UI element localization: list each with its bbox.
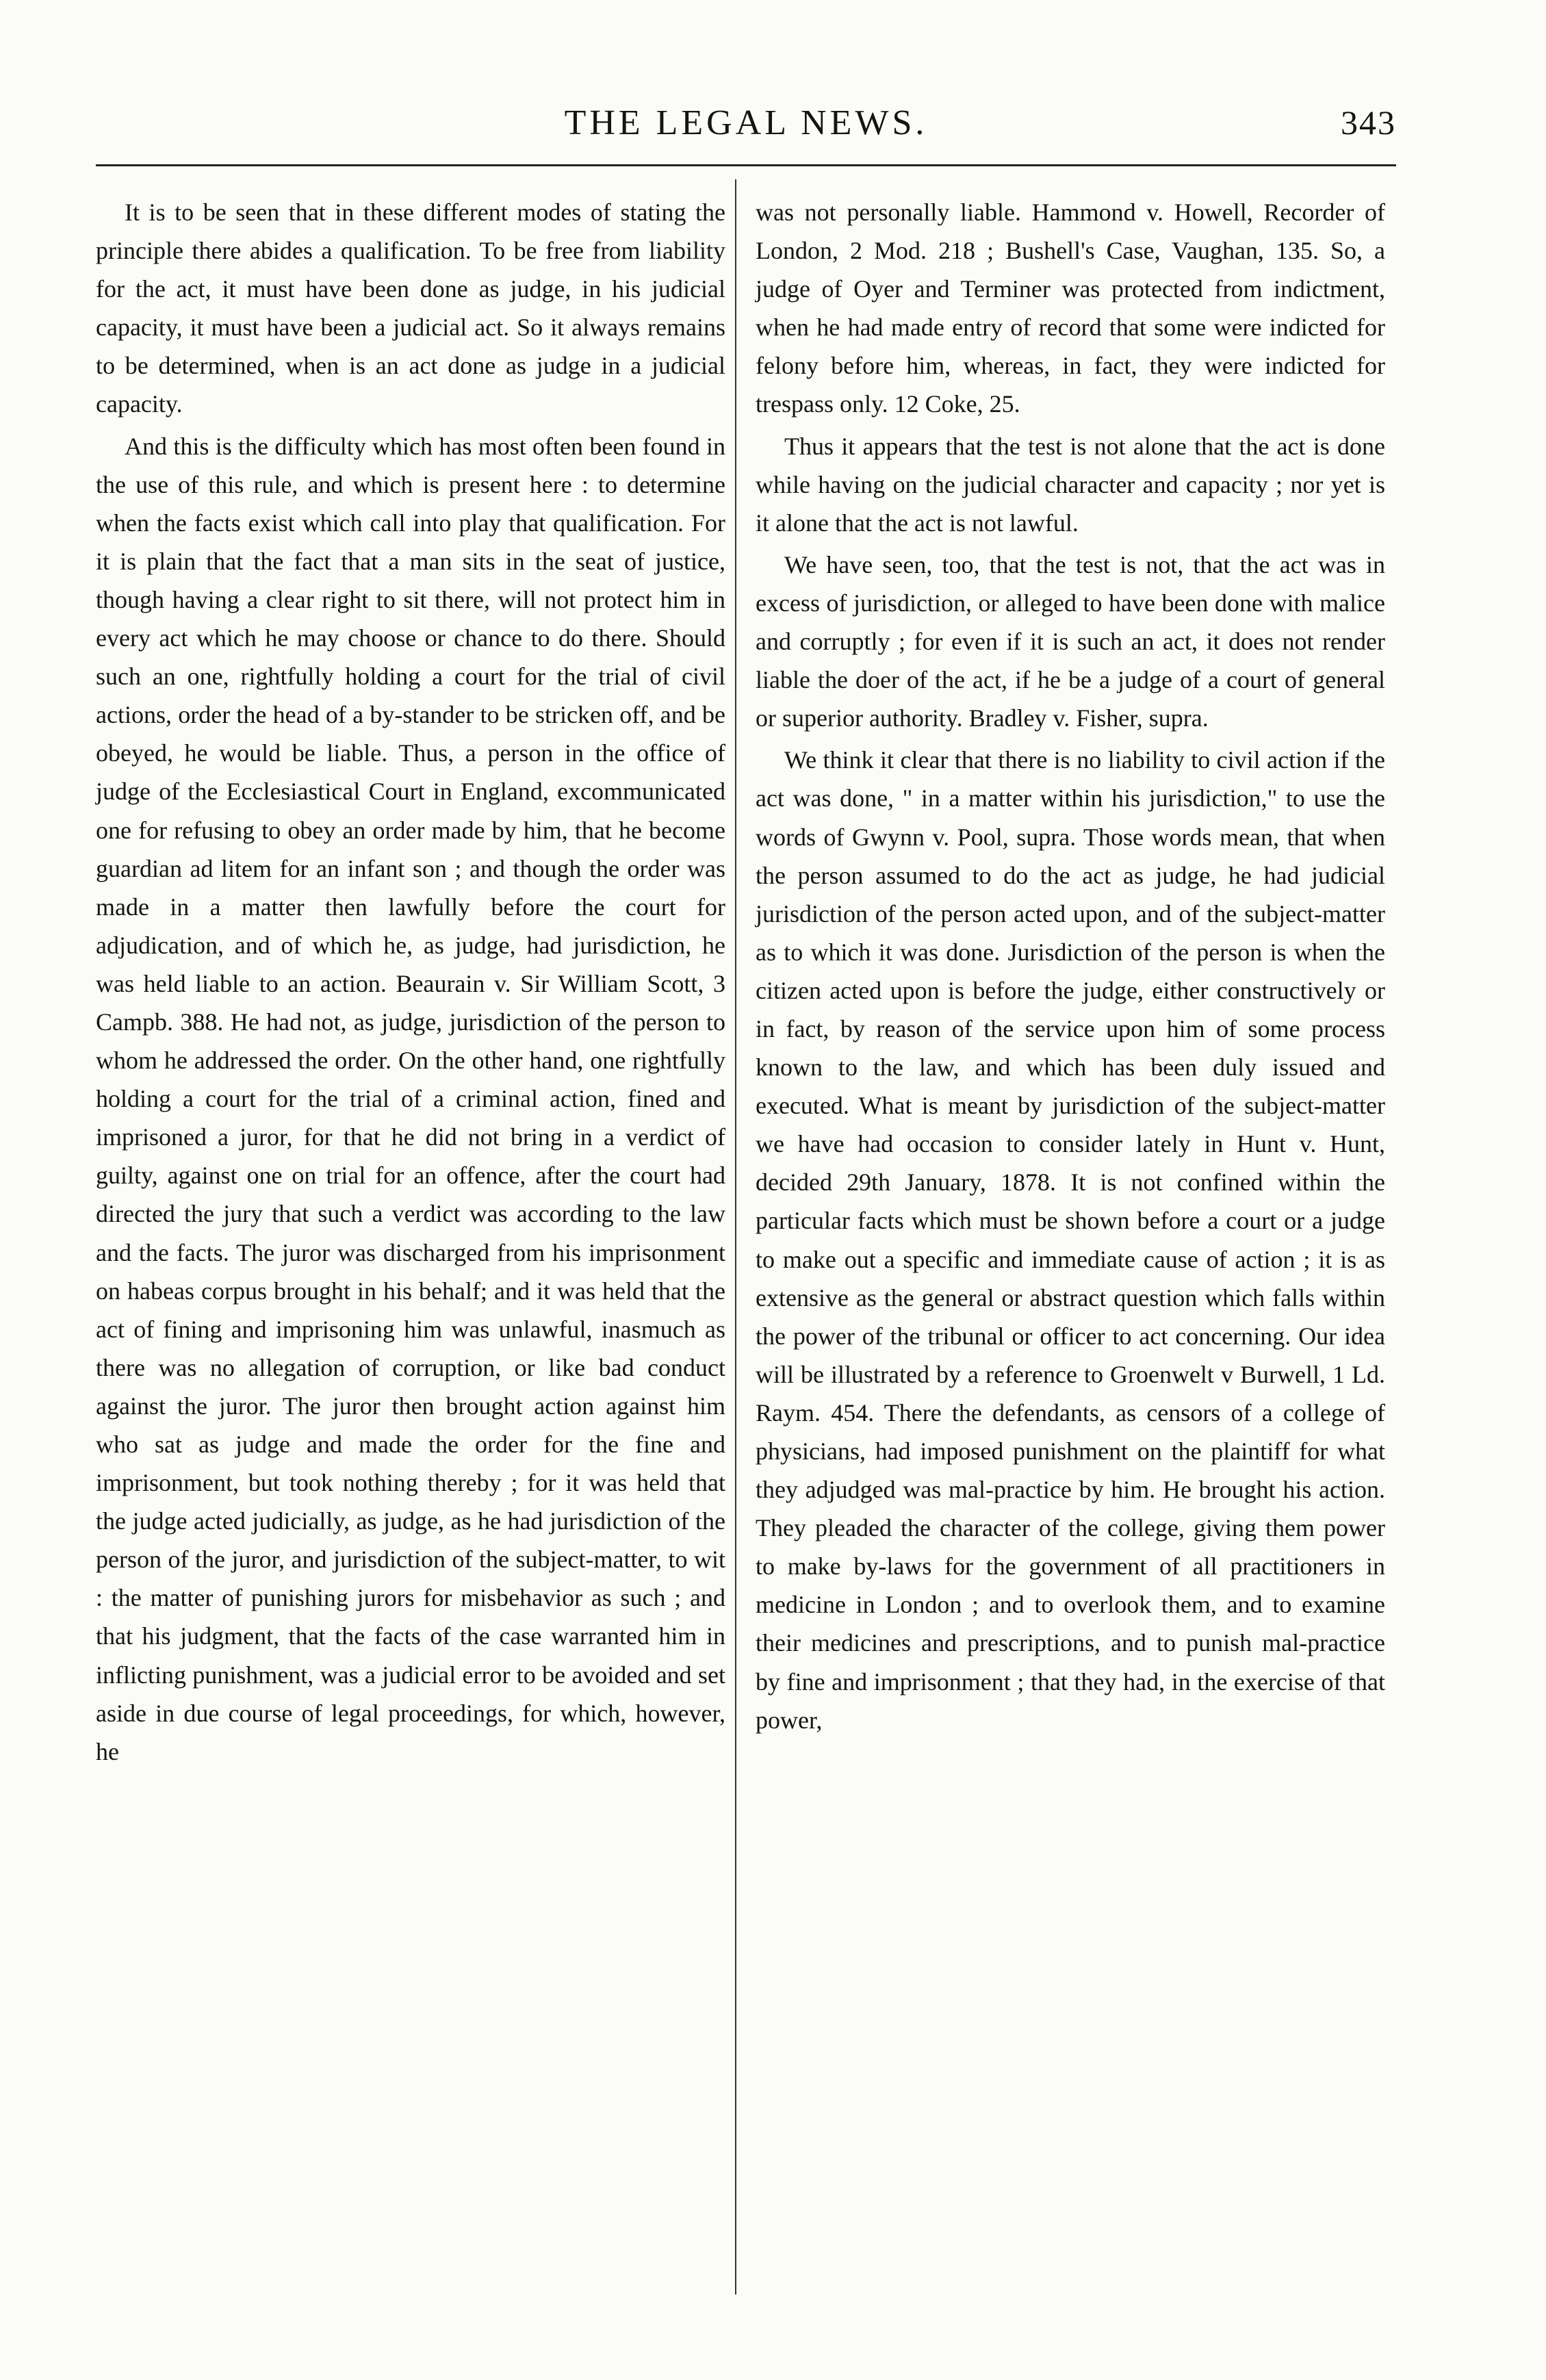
left-column (96, 193, 725, 1771)
running-title: THE LEGAL NEWS. (564, 103, 928, 142)
header-rule (96, 164, 1396, 166)
paragraph-continued: was not personally liable. Hammond v. Howell, Recorder of London, 2 Mod. 218 ; Bushell's Case, Vaughan, 135. So, a judge of Oyer and Terminer was protected from indictment, when he had made entry of record that some were indicted for felony before him, whereas, in fact, they were indicted for trespass only. 12 Coke, 25. (756, 199, 1385, 418)
paragraph: It is to be seen that in these different modes of stating the principle there abides a qualification. To be free from liability for the act, it must have been done as judge, in his judicial capacity, it must have been a judicial act. So it always remains to be determined, when is an act done as judge in a judicial capacity. (96, 199, 725, 418)
paragraph: We think it clear that there is no liability to civil action if the act was done, " in a matter within his jurisdiction," to use the words of Gwynn v. Pool, supra. Those words mean, that when the person assumed to do the act as judge, he had judicial jurisdiction of the person acted upon, and of the subject-matter as to which it was done. Jurisdiction of the person is when the citizen acted upon is before the judge, either constructively or in fact, by reason of the service upon him of some process known to the law, and which has been duly issued and executed. What is meant by jurisdiction of the subject-matter we have had occasion to consider lately in Hunt v. Hunt, decided 29th January, 1878. It is not confined within the particular facts which must be shown before a court or a judge to make out a specific and immediate cause of action ; it is as extensive as the general or abstract question which falls within the power of the tribunal or officer to act concerning. Our idea will be illustrated by a reference to Groenwelt v Burwell, 1 Ld. Raym. 454. There the defendants, as censors of a college of physicians, had imposed punishment on the plaintiff for what they adjudged was mal-practice by him. He brought his action. They pleaded the character of the college, giving them power to make by-laws for the government of all practitioners in medicine in London ; and to overlook them, and to examine their medicines and prescriptions, and to punish mal-practice by fine and imprisonment ; that they had, in the exercise of that power, (756, 746, 1385, 1734)
page-number: 343 (1341, 103, 1396, 142)
paragraph: We have seen, too, that the test is not, that the act was in excess of jurisdiction, or alleged to have been done with malice and corruptly ; for even if it is such an act, it does not render liable the doer of the act, if he be a judge of a court of general or superior authority. Bradley v. Fisher, supra. (756, 550, 1385, 732)
column-divider (735, 179, 736, 2294)
page-header (96, 103, 1396, 157)
paragraph: And this is the difficulty which has most often been found in the use of this rule, and which is present here : to determine when the facts exist which call into play that qualification. For it is plain that the fact that a man sits in the seat of justice, though having a clear right to sit there, will not protect him in every act which he may choose or chance to do there. Should such an one, rightfully holding a court for the trial of civil actions, order the head of a by-stander to be stricken off, and be obeyed, he would be liable. Thus, a person in the office of judge of the Ecclesiastical Court in England, excommunicated one for refusing to obey an order made by him, that he become guardian ad litem for an infant son ; and though the order was made in a matter then lawfully before the court for adjudication, and of which he, as judge, had jurisdiction, he was held liable to an action. Beaurain v. Sir William Scott, 3 Campb. 388. He had not, as judge, jurisdiction of the person to whom he addressed the order. On the other hand, one rightfully holding a court for the trial of a criminal action, fined and imprisoned a juror, for that he did not bring in a verdict of guilty, against one on trial for an offence, after the court had directed the jury that such a verdict was according to the law and the facts. The juror was discharged from his imprisonment on habeas corpus brought in his behalf; and it was held that the act of fining and imprisoning him was unlawful, inasmuch as there was no allegation of corruption, or like bad conduct against the juror. The juror then brought action against him who sat as judge and made the order for the fine and imprisonment, but took nothing thereby ; for it was held that the judge acted judicially, as judge, as he had jurisdiction of the person of the juror, and jurisdiction of the subject-matter, to wit : the matter of punishing jurors for misbehavior as such ; and that his judgment, that the facts of the case warranted him in inflicting punishment, was a judicial error to be avoided and set aside in due course of legal proceedings, for which, however, he (96, 432, 725, 1765)
paragraph: Thus it appears that the test is not alone that the act is done while having on the judicial character and capacity ; nor yet is it alone that the act is not lawful. (756, 432, 1385, 537)
right-column (756, 193, 1385, 1739)
